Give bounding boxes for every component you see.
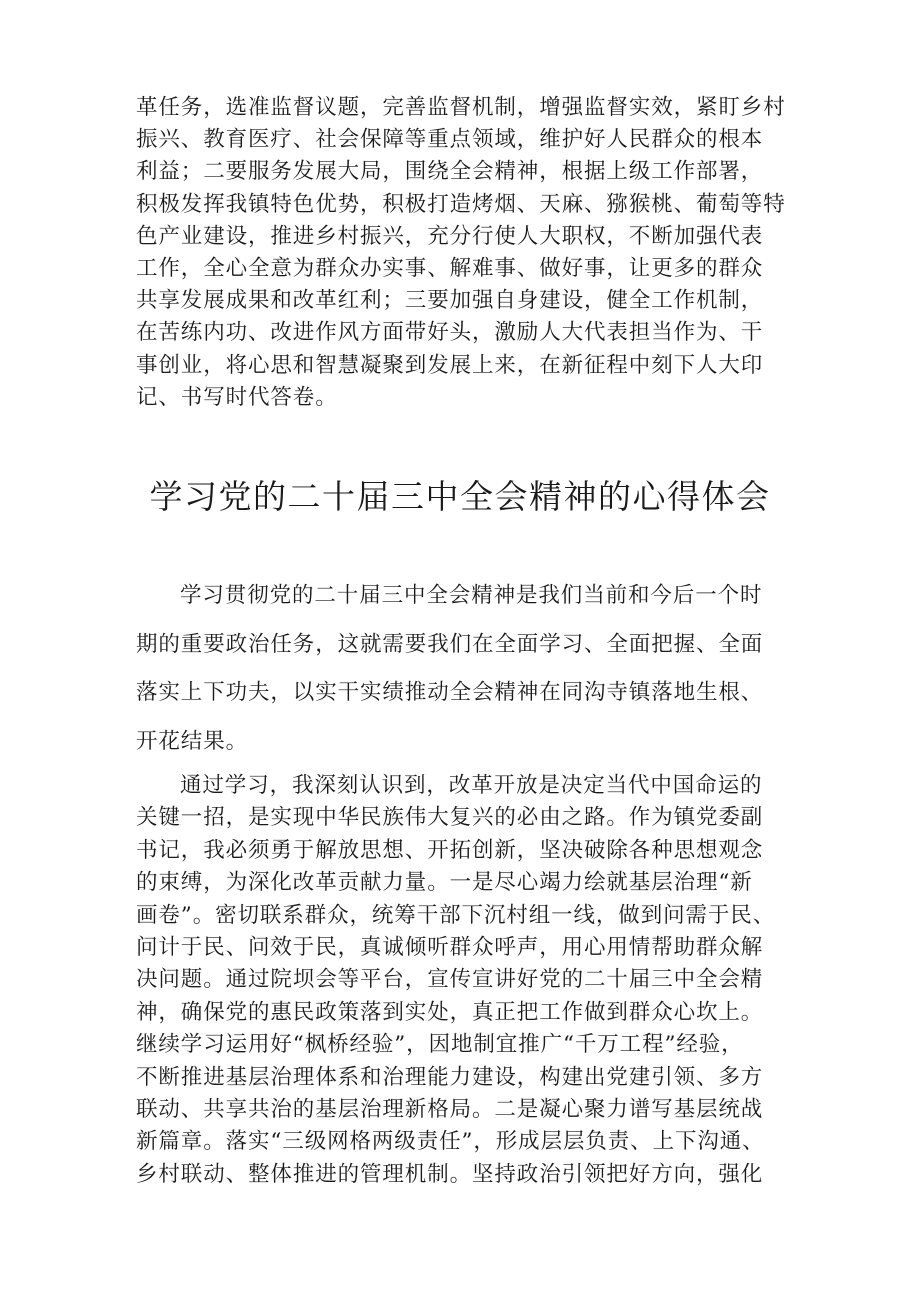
paragraph-line: 事创业，将心思和智慧凝聚到发展上来，在新征程中刻下人大印 — [136, 352, 764, 378]
paragraph-line: 决问题。通过院坝会等平台，宣传宣讲好党的二十届三中全会精 — [136, 967, 764, 993]
document-title: 学习党的二十届三中全会精神的心得体会 — [149, 477, 771, 516]
paragraph-line: 乡村联动、整体推进的管理机制。坚持政治引领把好方向，强化 — [136, 1161, 764, 1187]
paragraph-line: 革任务，选准监督议题，完善监督机制，增强监督实效，紧盯乡村 — [136, 95, 786, 120]
paragraph-line: 利益；二要服务发展大局，围绕全会精神，根据上级工作部署， — [136, 159, 764, 185]
paragraph-line: 期的重要政治任务，这就需要我们在全面学习、全面把握、全面 — [136, 631, 764, 657]
paragraph-line: 神，确保党的惠民政策落到实处，真正把工作做到群众心坎上。 — [136, 999, 764, 1025]
continuation-paragraph — [136, 92, 796, 414]
paragraph-line: 关键一招，是实现中华民族伟大复兴的必由之路。作为镇党委副 — [136, 805, 764, 831]
paragraph-line: 共享发展成果和改革红利；三要加强自身建设，健全工作机制， — [136, 288, 764, 314]
paragraph-line: 落实上下功夫，以实干实绩推动全会精神在同沟寺镇落地生根、 — [136, 680, 764, 705]
paragraph-line: 在苦练内功、改进作风方面带好头，激励人大代表担当作为、干 — [136, 320, 764, 346]
paragraph-line: 问计于民、问效于民，真诚倾听群众呼声，用心用情帮助群众解 — [136, 934, 764, 960]
paragraph-line: 工作，全心全意为群众办实事、解难事、做好事，让更多的群众 — [136, 255, 764, 281]
paragraph-line: 振兴、教育医疗、社会保障等重点领域，维护好人民群众的根本 — [136, 127, 764, 153]
paragraph-line: 联动、共享共治的基层治理新格局。二是凝心聚力谱写基层统战 — [136, 1096, 764, 1122]
paragraph-line: 书记，我必须勇于解放思想、开拓创新，坚决破除各种思想观念 — [136, 837, 764, 863]
paragraph-line: 学习贯彻党的二十届三中全会精神是我们当前和今后一个时 — [180, 583, 763, 608]
paragraph-line: 不断推进基层治理体系和治理能力建设，构建出党建引领、多方 — [136, 1064, 764, 1090]
paragraph-line: 积极发挥我镇特色优势，积极打造烤烟、天麻、猕猴桃、葡萄等特 — [136, 191, 786, 217]
paragraph-line: 记、书写时代答卷。 — [136, 384, 338, 410]
body-paragraph — [136, 770, 796, 1191]
paragraph-line: 通过学习，我深刻认识到，改革开放是决定当代中国命运的 — [180, 773, 763, 798]
paragraph-line: 开花结果。 — [136, 728, 249, 754]
paragraph-line: 色产业建设，推进乡村振兴，充分行使人大职权，不断加强代表 — [136, 223, 764, 249]
paragraph-line: 画卷”。密切联系群众，统筹干部下沉村组一线，做到问需于民、 — [136, 902, 776, 928]
paragraph-line: 的束缚，为深化改革贡献力量。一是尽心竭力绘就基层治理“新 — [136, 870, 753, 896]
paragraph-line: 新篇章。落实“三级网格两级责任”，形成层层负责、上下沟通、 — [136, 1129, 765, 1155]
intro-paragraph — [136, 572, 796, 766]
paragraph-line: 继续学习运用好“枫桥经验”，因地制宜推广“千万工程”经验， — [136, 1032, 744, 1058]
